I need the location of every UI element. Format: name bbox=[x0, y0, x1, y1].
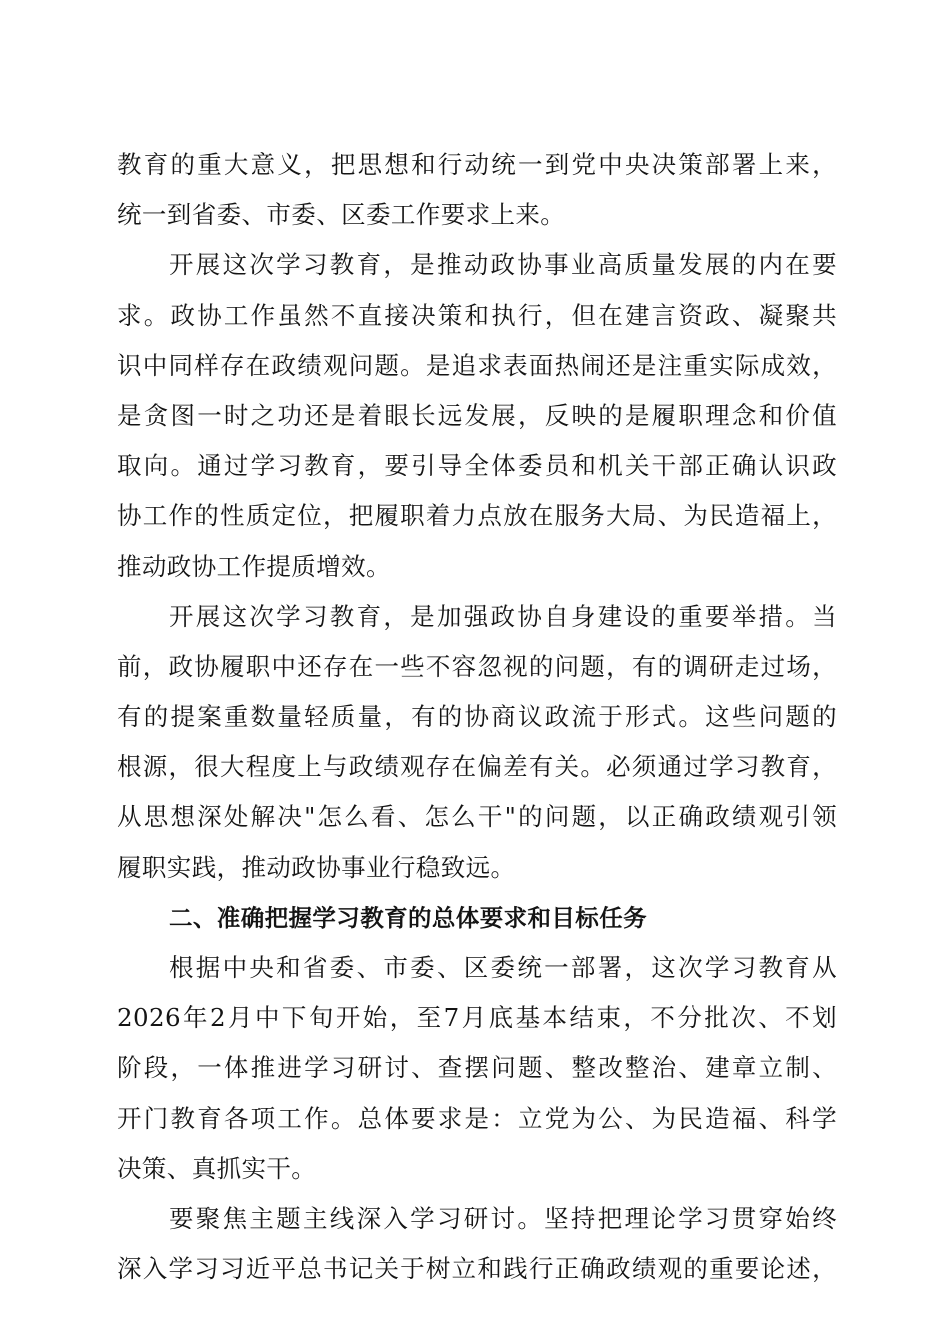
paragraph-line: 识中同样存在政绩观问题。是追求表面热闹还是注重实际成效， bbox=[117, 350, 837, 380]
paragraph-line: 根源，很大程度上与政绩观存在偏差有关。必须通过学习教育， bbox=[117, 752, 837, 782]
paragraph-line: 开门教育各项工作。总体要求是：立党为公、为民造福、科学 bbox=[117, 1103, 837, 1133]
paragraph-line: 深入学习习近平总书记关于树立和践行正确政绩观的重要论述， bbox=[117, 1254, 837, 1284]
paragraph-line: 决策、真抓实干。 bbox=[117, 1153, 317, 1183]
paragraph-line: 是贪图一时之功还是着眼长远发展，反映的是履职理念和价值 bbox=[117, 400, 837, 430]
paragraph-line: 开展这次学习教育，是加强政协自身建设的重要举措。当 bbox=[169, 601, 837, 631]
paragraph-line: 教育的重大意义，把思想和行动统一到党中央决策部署上来， bbox=[117, 150, 837, 179]
paragraph-line: 开展这次学习教育，是推动政协事业高质量发展的内在要 bbox=[169, 250, 837, 280]
document-body bbox=[117, 140, 837, 1294]
paragraph-line: 求。政协工作虽然不直接决策和执行，但在建言资政、凝聚共 bbox=[117, 300, 837, 330]
paragraph-line: 有的提案重数量轻质量，有的协商议政流于形式。这些问题的 bbox=[117, 702, 837, 732]
paragraph-line: 要聚焦主题主线深入学习研讨。坚持把理论学习贯穿始终 bbox=[169, 1203, 837, 1233]
paragraph-line: 取向。通过学习教育，要引导全体委员和机关干部正确认识政 bbox=[117, 451, 837, 481]
paragraph-line: 推动政协工作提质增效。 bbox=[117, 551, 391, 581]
paragraph-line: 从思想深处解决"怎么看、怎么干"的问题，以正确政绩观引领 bbox=[117, 802, 837, 832]
paragraph-line: 履职实践，推动政协事业行稳致远。 bbox=[117, 852, 516, 882]
paragraph-line: 前，政协履职中还存在一些不容忽视的问题，有的调研走过场， bbox=[117, 651, 837, 681]
paragraph-line: 协工作的性质定位，把履职着力点放在服务大局、为民造福上， bbox=[117, 501, 837, 531]
paragraph-line: 阶段，一体推进学习研讨、查摆问题、整改整治、建章立制、 bbox=[117, 1053, 837, 1083]
paragraph-line: 根据中央和省委、市委、区委统一部署，这次学习教育从 bbox=[169, 953, 837, 982]
section-heading: 二、准确把握学习教育的总体要求和目标任务 bbox=[169, 903, 647, 932]
paragraph-line: 2026年2月中下旬开始，至7月底基本结束，不分批次、不划 bbox=[117, 1003, 837, 1033]
paragraph-line: 统一到省委、市委、区委工作要求上来。 bbox=[117, 200, 566, 230]
